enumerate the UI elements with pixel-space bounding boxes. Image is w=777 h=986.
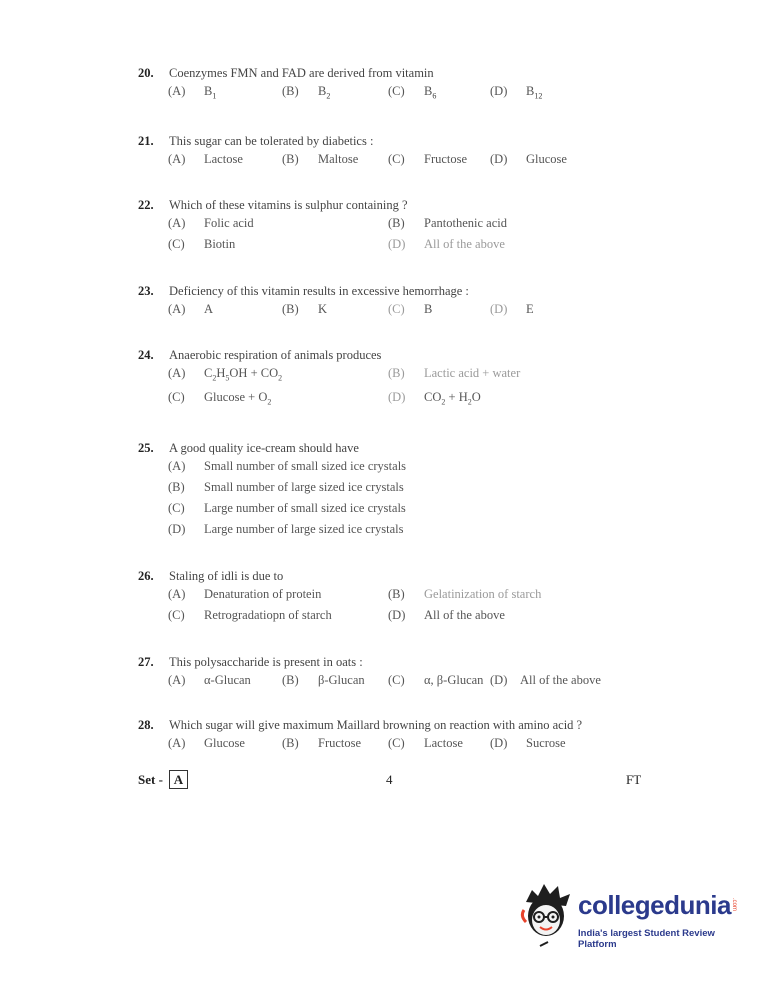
collegedunia-logo	[518, 880, 748, 950]
option-d: (D) All of the above	[388, 237, 505, 251]
chem-formula: $Glucose + O_2$	[204, 390, 272, 407]
question-text: This polysaccharide is present in oats :	[169, 655, 363, 669]
option-c: (C) Fructose	[388, 152, 468, 166]
question-25	[138, 441, 698, 543]
mascot-icon	[518, 880, 576, 950]
option-b: (B) K	[282, 302, 328, 316]
question-28	[138, 718, 698, 757]
option-a: (A) Denaturation of protein	[168, 587, 322, 601]
chem-formula: $C_2H_5OH + CO_2$	[204, 366, 283, 383]
option-c: (C) $Glucose + O_2$	[168, 390, 272, 407]
option-c: (C) Biotin	[168, 237, 236, 251]
question-text: Staling of idli is due to	[169, 569, 284, 583]
set-value-box: A	[169, 770, 188, 789]
option-c: (C) Retrogradatiopn of starch	[168, 608, 332, 622]
option-d: (D) E	[490, 302, 534, 316]
question-number: 28.	[138, 718, 154, 732]
question-number: 24.	[138, 348, 154, 362]
option-b: (B) Lactic acid + water	[388, 366, 521, 380]
option-a: (A) Glucose	[168, 736, 245, 750]
question-text: Coenzymes FMN and FAD are derived from vitamin	[169, 66, 434, 80]
option-b: (B) Fructose	[282, 736, 362, 750]
question-number: 26.	[138, 569, 154, 583]
option-b: (B) Gelatinization of starch	[388, 587, 542, 601]
question-text: Which of these vitamins is sulphur containing ?	[169, 198, 408, 212]
option-d: (D) All of the above	[388, 608, 505, 622]
question-text: A good quality ice-cream should have	[169, 441, 359, 455]
paper-code: FT	[626, 772, 642, 787]
option-a: (A) $C_2H_5OH + CO_2$	[168, 366, 283, 383]
question-20	[138, 66, 698, 105]
question-22	[138, 198, 698, 258]
option-a: (A) Small number of small sized ice crystals	[168, 459, 407, 473]
question-21	[138, 134, 698, 173]
option-c: (C) α, β-Glucan	[388, 673, 484, 687]
question-number: 21.	[138, 134, 154, 148]
page-footer	[138, 770, 648, 790]
question-text: This sugar can be tolerated by diabetics :	[169, 134, 374, 148]
question-number: 23.	[138, 284, 154, 298]
option-d: (D) Glucose	[490, 152, 567, 166]
option-c: (C) Lactose	[388, 736, 463, 750]
option-b: (B) Maltose	[282, 152, 359, 166]
option-c: (C) B	[388, 302, 433, 316]
question-27	[138, 655, 698, 694]
question-text: Which sugar will give maximum Maillard browning on reaction with amino acid ?	[169, 718, 583, 732]
option-c: (C) $B_6$	[388, 84, 437, 101]
option-d: (D) $B_{12}$	[490, 84, 543, 101]
question-text: Anaerobic respiration of animals produces	[169, 348, 382, 362]
question-number: 20.	[138, 66, 154, 80]
option-a: (A) A	[168, 302, 214, 316]
option-a: (A) α-Glucan	[168, 673, 251, 687]
option-b: (B) Pantothenic acid	[388, 216, 507, 230]
option-d: (D) $CO_2 + H_2O$	[388, 390, 481, 407]
question-23	[138, 284, 698, 323]
question-text: Deficiency of this vitamin results in excessive hemorrhage :	[169, 284, 469, 298]
option-b: (B) $B_2$	[282, 84, 331, 101]
option-b: (B) Small number of large sized ice crystals	[168, 480, 404, 494]
chem-formula: $CO_2 + H_2O$	[424, 390, 481, 407]
page-number: 4	[386, 772, 393, 787]
brand-name: collegedunia	[578, 890, 731, 920]
option-a: (A) $B_1$	[168, 84, 217, 101]
question-24	[138, 348, 698, 414]
question-number: 22.	[138, 198, 154, 212]
option-c: (C) Large number of small sized ice crystals	[168, 501, 406, 515]
option-a: (A) Lactose	[168, 152, 243, 166]
option-d: (D) Large number of large sized ice crystals	[168, 522, 404, 536]
question-number: 27.	[138, 655, 154, 669]
set-label: Set -	[138, 772, 163, 787]
brand-dotcom: .com	[731, 898, 737, 912]
option-b: (B) β-Glucan	[282, 673, 365, 687]
question-number: 25.	[138, 441, 154, 455]
option-a: (A) Folic acid	[168, 216, 254, 230]
brand-tagline: India's largest Student Review Platform	[578, 928, 715, 950]
option-d: (D) All of the above	[490, 673, 601, 687]
question-26	[138, 569, 698, 629]
option-d: (D) Sucrose	[490, 736, 566, 750]
